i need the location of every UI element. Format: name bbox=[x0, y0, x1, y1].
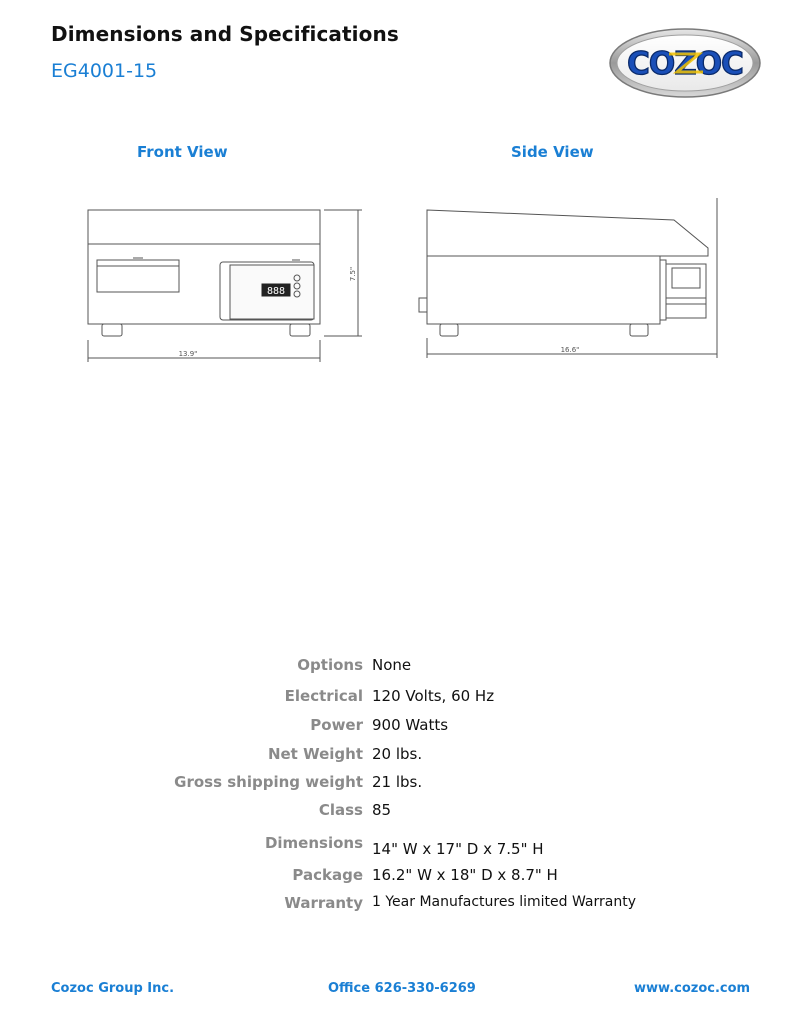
front-display-digits: 888 bbox=[266, 286, 286, 297]
spec-row-class bbox=[0, 801, 791, 823]
spec-row-options bbox=[0, 656, 791, 678]
spec-label: Class bbox=[318, 801, 363, 819]
front-width-dimension: 13.9" bbox=[178, 350, 198, 358]
spec-value: 1 Year Manufactures limited Warranty bbox=[372, 894, 636, 910]
front-view-label: Front View bbox=[137, 143, 228, 161]
spec-row-gross-weight bbox=[0, 773, 791, 795]
spec-label: Package bbox=[292, 866, 363, 884]
spec-row-electrical bbox=[0, 687, 791, 709]
spec-row-warranty bbox=[0, 894, 791, 916]
spec-label: Net Weight bbox=[267, 745, 363, 763]
side-view-label: Side View bbox=[511, 143, 594, 161]
spec-row-power bbox=[0, 716, 791, 738]
front-view-drawing bbox=[80, 200, 370, 370]
spec-label: Warranty bbox=[284, 894, 363, 912]
spec-label: Options bbox=[297, 656, 363, 674]
front-height-dimension: 7.5" bbox=[349, 266, 357, 282]
spec-value: 21 lbs. bbox=[372, 773, 423, 791]
spec-label: Dimensions bbox=[264, 834, 363, 852]
model-number: EG4001-15 bbox=[51, 60, 158, 82]
spec-value: None bbox=[372, 656, 412, 674]
spec-row-net-weight bbox=[0, 745, 791, 767]
spec-value: 14" W x 17" D x 7.5" H bbox=[372, 840, 544, 858]
spec-row-dimensions bbox=[0, 834, 791, 856]
spec-value: 20 lbs. bbox=[372, 745, 423, 763]
footer-office-phone: Office 626-330-6269 bbox=[328, 981, 476, 996]
spec-value: 120 Volts, 60 Hz bbox=[372, 687, 495, 705]
spec-label: Gross shipping weight bbox=[174, 773, 363, 791]
spec-value: 85 bbox=[372, 801, 392, 819]
spec-row-package bbox=[0, 866, 791, 888]
logo-text: COZOC bbox=[627, 46, 743, 82]
spec-value: 900 Watts bbox=[372, 716, 449, 734]
spec-value: 16.2" W x 18" D x 8.7" H bbox=[372, 866, 558, 884]
cozoc-logo bbox=[607, 26, 763, 100]
spec-label: Power bbox=[310, 716, 363, 734]
side-depth-dimension: 16.6" bbox=[560, 346, 580, 354]
page-title: Dimensions and Specifications bbox=[51, 22, 399, 46]
side-view-drawing bbox=[410, 190, 730, 370]
footer-website-link[interactable]: www.cozoc.com bbox=[634, 981, 751, 996]
spec-label: Electrical bbox=[284, 687, 363, 705]
footer-company: Cozoc Group Inc. bbox=[51, 981, 175, 996]
